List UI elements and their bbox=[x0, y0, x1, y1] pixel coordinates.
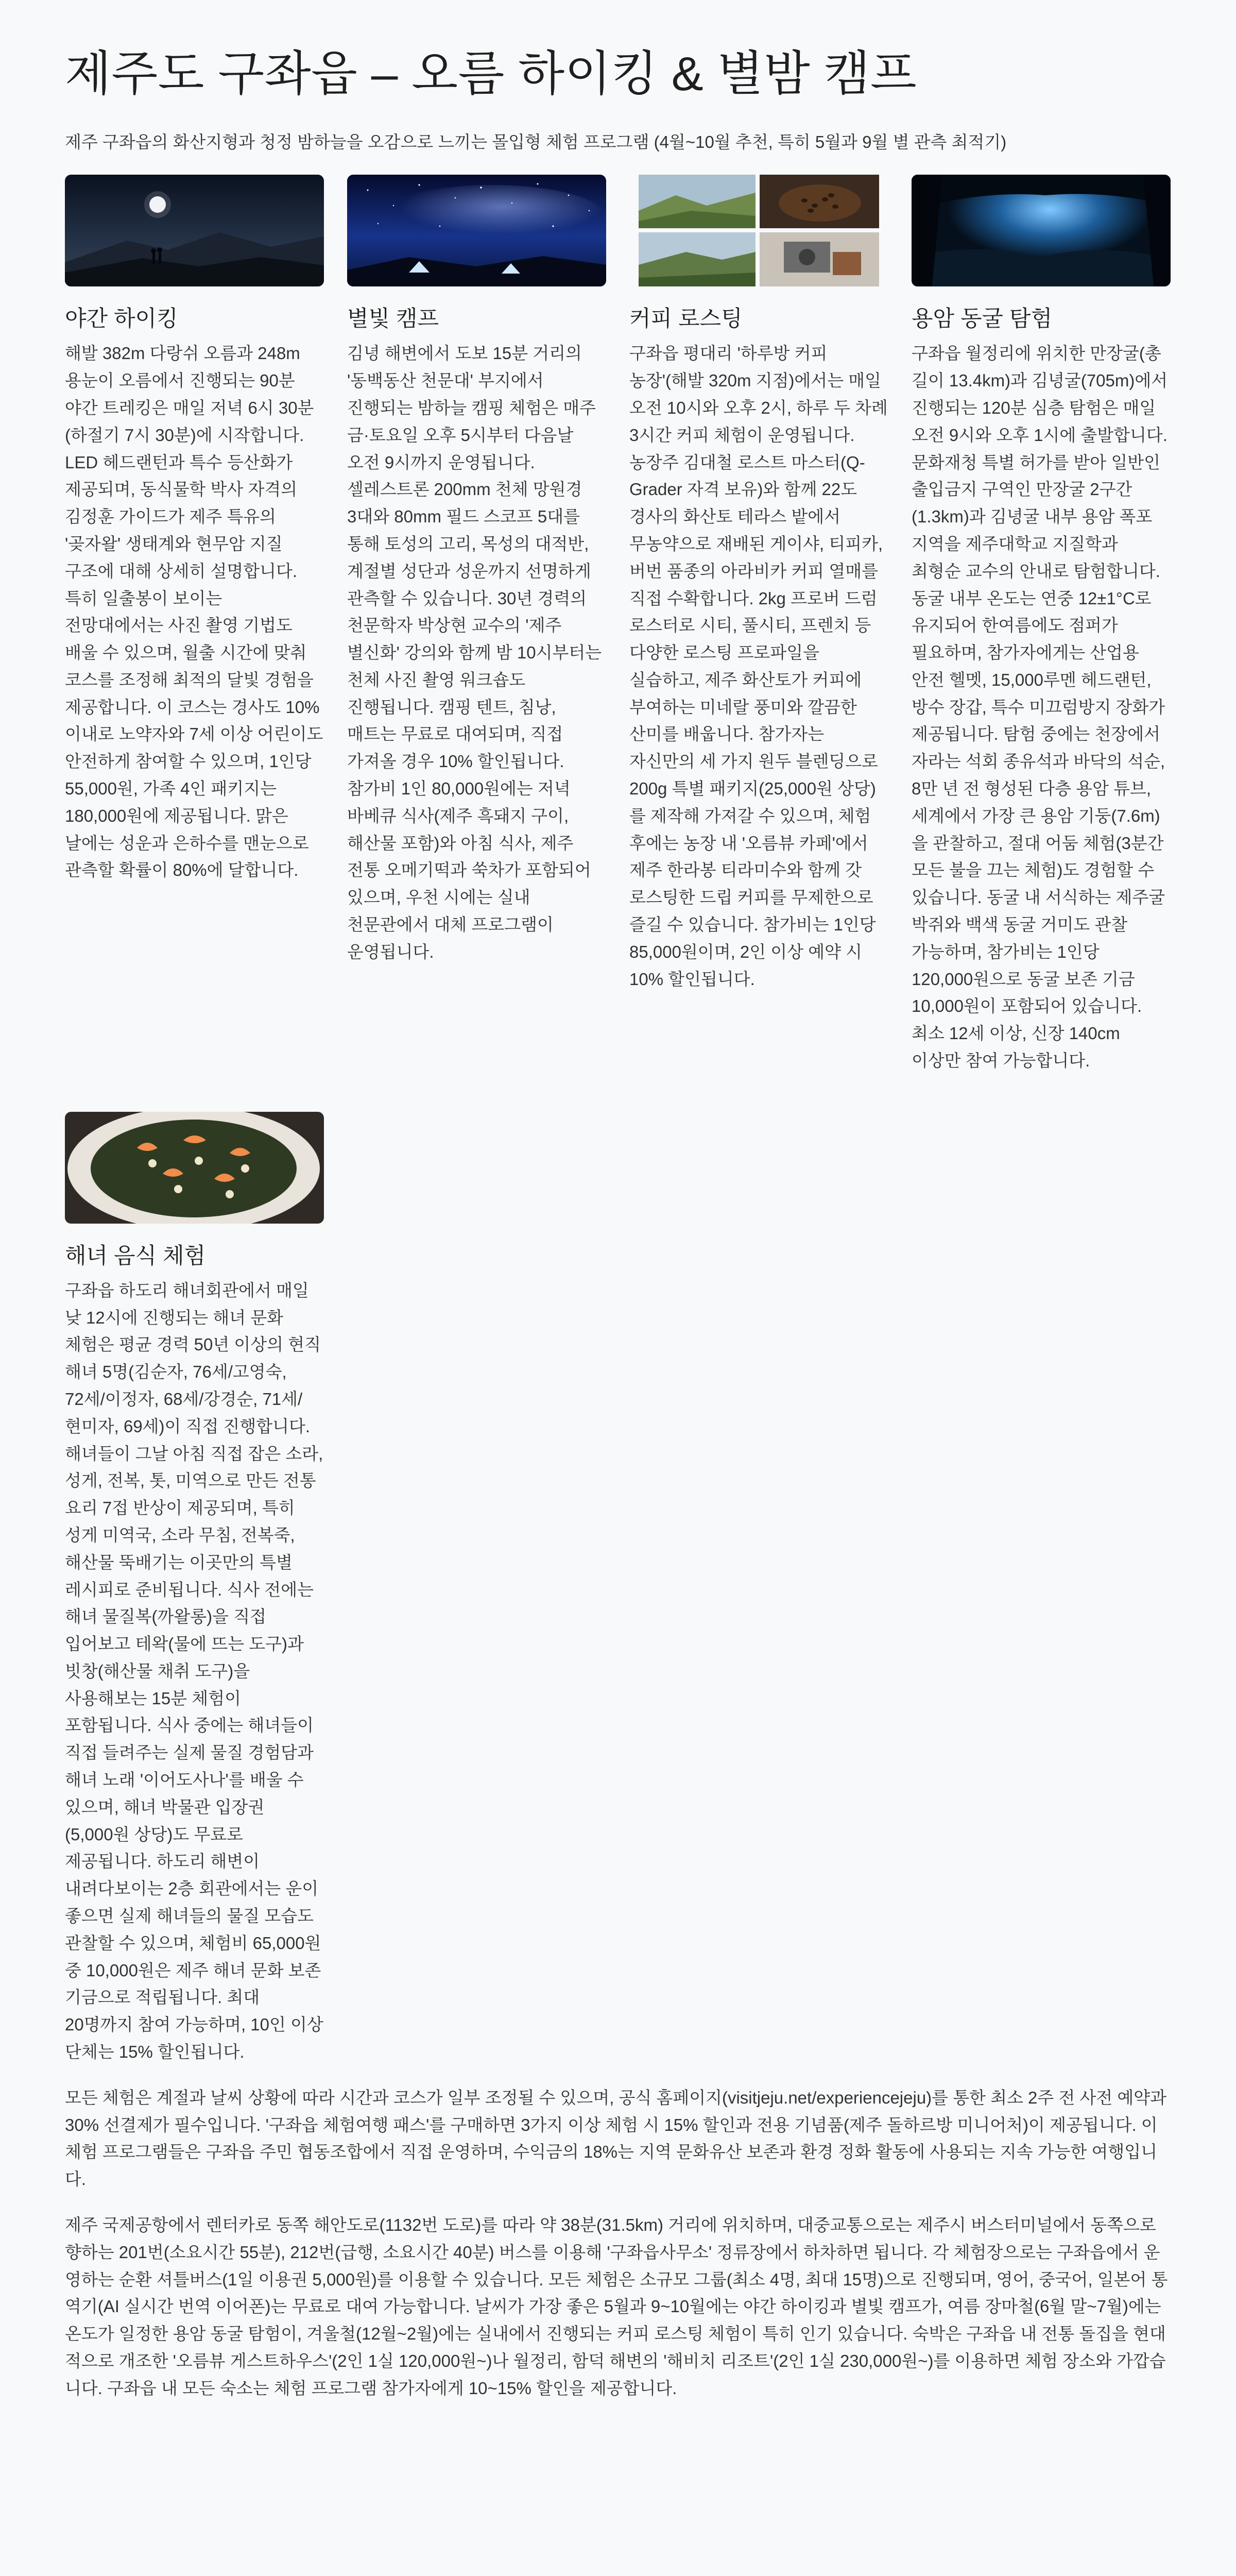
card-body: 구좌읍 평대리 '하루방 커피 농장'(해발 320m 지점)에서는 매일 오전 10시와 오후 2시, 하루 두 차례 3시간 커피 체험이 운영됩니다. 농장주 김대철 로스트 마스터(Q-Grader 자격 보유)와 함께 22도 경사의 화산토 테라스 밭에서 무농약으로 재배된 게이샤, 티피카, 버번 품종의 아라비카 커피 열매를 직접 수확합니다. 2kg 프로버 드럼 로스터로 시티, 풀시티, 프렌치 등 다양한 로스팅 프로파일을 실습하고, 제주 화산토가 커피에 부여하는 미네랄 풍미와 깔끔한 산미를 배웁니다. 참가자는 자신만의 세 가지 원두 블렌딩으로 200g 특별 패키지(25,000원 상당)를 제작해 가져갈 수 있으며, 체험 후에는 농장 내 '오름뷰 카페'에서 제주 한라봉 티라미수와 함께 갓 로스팅한 드립 커피를 무제한으로 즐길 수 있습니다. 참가비는 1인당 85,000원이며, 2인 이상 예약 시 10% 할인됩니다. bbox=[629, 344, 888, 989]
experience-grid bbox=[65, 175, 1171, 2065]
card-body: 해발 382m 다랑쉬 오름과 248m 용눈이 오름에서 진행되는 90분 야간 트레킹은 매일 저녁 6시 30분(하절기 7시 30분)에 시작합니다. LED 헤드랜턴과 특수 등산화가 제공되며, 동식물학 박사 자격의 김정훈 가이드가 제주 특유의 '곶자왈' 생태계와 현무암 지질 구조에 대해 상세히 설명합니다. 특히 일출봉이 보이는 전망대에서는 사진 촬영 기법도 배울 수 있으며, 월출 시간에 맞춰 코스를 조정해 최적의 달빛 경험을 제공합니다. 이 코스는 경사도 10% 이내로 노약자와 7세 이상 어린이도 안전하게 참여할 수 있으며, 1인당 55,000원, 가족 4인 패키지는 180,000원에 제공됩니다. 맑은 날에는 성운과 은하수를 맨눈으로 관측할 확률이 80%에 달합니다. bbox=[65, 344, 323, 880]
booking-note: 모든 체험은 계절과 날씨 상황에 따라 시간과 코스가 일부 조정될 수 있으며, 공식 홈페이지(visitjeju.net/experiencejeju)를 통한 최소 2주 전 사전 예약과 30% 선결제가 필수입니다. '구좌읍 체험여행 패스'를 구매하면 3가지 이상 체험 시 15% 할인과 전용 기념품(제주 돌하르방 미니어처)이 제공됩니다. 이 체험 프로그램들은 구좌읍 주민 협동조합에서 직접 운영하며, 수익금의 18%는 지역 문화유산 보존과 환경 정화 활동에 사용되는 지속 가능한 여행입니다. bbox=[65, 2088, 1167, 2189]
footer-notes bbox=[65, 2084, 1171, 2402]
lava-cave-image bbox=[912, 175, 1171, 286]
transport-note: 제주 국제공항에서 렌터카로 동쪽 해안도로(1132번 도로)를 따라 약 38분(31.5km) 거리에 위치하며, 대중교통으로는 제주시 버스터미널에서 동쪽으로 향하는 201번(소요시간 55분), 212번(급행, 소요시간 40분) 버스를 이용해 '구좌읍사무소' 정류장에서 하차하면 됩니다. 각 체험장으로는 구좌읍에서 운영하는 순환 셔틀버스(1일 이용권 5,000원)를 이용할 수 있습니다. 모든 체험은 소규모 그룹(최소 4명, 최대 15명)으로 진행되며, 영어, 중국어, 일본어 통역기(AI 실시간 번역 이어폰)는 무료로 대여 가능합니다. 날씨가 가장 좋은 5월과 9~10월에는 야간 하이킹과 별빛 캠프가, 여름 장마철(6월 말~7월)에는 온도가 일정한 용암 동굴 탐험이, 겨울철(12월~2월)에는 실내에서 진행되는 커피 로스팅 체험이 특히 인기 있습니다. 숙박은 구좌읍 내 전통 돌집을 현대적으로 개조한 '오름뷰 게스트하우스'(2인 1실 120,000원~)나 월정리, 함덕 해변의 '해비치 리조트'(2인 1실 230,000원~)를 이용하면 체험 장소와 가깝습니다. 구좌읍 내 모든 숙소는 체험 프로그램 참가자에게 10~15% 할인을 제공합니다. bbox=[65, 2215, 1168, 2398]
card-title: 커피 로스팅 bbox=[629, 307, 743, 332]
experience-card-coffee-roasting bbox=[629, 175, 888, 1074]
experience-card-night-hiking bbox=[65, 175, 324, 1074]
card-title: 해녀 음식 체험 bbox=[65, 1243, 206, 1268]
card-body: 김녕 해변에서 도보 15분 거리의 '동백동산 천문대' 부지에서 진행되는 밤하늘 캠핑 체험은 매주 금·토요일 오후 5시부터 다음날 오전 9시까지 운영됩니다. 셀레스트론 200mm 천체 망원경 3대와 80mm 필드 스코프 5대를 통해 토성의 고리, 목성의 대적반, 계절별 성단과 성운까지 선명하게 관측할 수 있습니다. 30년 경력의 천문학자 박상현 교수의 '제주 별신화' 강의와 함께 밤 10시부터는 천체 사진 촬영 워크숍도 진행됩니다. 캠핑 텐트, 침낭, 매트는 무료로 대여되며, 직접 가져올 경우 10% 할인됩니다. 참가비 1인 80,000원에는 저녁 바베큐 식사(제주 흑돼지 구이, 해산물 포함)와 아침 식사, 제주 전통 오메기떡과 쑥차가 포함되어 있으며, 우천 시에는 실내 천문관에서 대체 프로그램이 운영됩니다. bbox=[347, 344, 602, 961]
card-title: 용암 동굴 탐험 bbox=[912, 307, 1053, 332]
experience-card-star-camp bbox=[347, 175, 606, 1074]
page-title: 제주도 구좌읍 – 오름 하이킹 & 별밤 캠프 bbox=[65, 47, 917, 100]
card-title: 야간 하이킹 bbox=[65, 307, 178, 332]
card-body: 구좌읍 하도리 해녀회관에서 매일 낮 12시에 진행되는 해녀 문화 체험은 평균 경력 50년 이상의 현직 해녀 5명(김순자, 76세/고영숙, 72세/이정자, 68세/강경순, 71세/현미자, 69세)이 직접 진행합니다. 해녀들이 그날 아침 직접 잡은 소라, 성게, 전복, 톳, 미역으로 만든 전통 요리 7접 반상이 제공되며, 특히 성게 미역국, 소라 무침, 전복죽, 해산물 뚝배기는 이곳만의 특별 레시피로 준비됩니다. 식사 전에는 해녀 물질복(까왈롱)을 직접 입어보고 테왁(물에 뜨는 도구)과 빗창(해산물 채취 도구)을 사용해보는 15분 체험이 포함됩니다. 식사 중에는 해녀들이 직접 들려주는 실제 물질 경험담과 해녀 노래 '이어도사나'를 배울 수 있으며, 해녀 박물관 입장권(5,000원 상당)도 무료로 제공됩니다. 하도리 해변이 내려다보이는 2층 회관에서는 운이 좋으면 실제 해녀들의 물질 모습도 관찰할 수 있으며, 체험비 65,000원 중 10,000원은 제주 해녀 문화 보존 기금으로 적립됩니다. 최대 20명까지 참여 가능하며, 10인 이상 단체는 15% 할인됩니다. bbox=[65, 1280, 323, 2062]
coffee-roasting-image bbox=[629, 175, 888, 286]
experience-card-lava-cave bbox=[912, 175, 1171, 1074]
page-subtitle: 제주 구좌읍의 화산지형과 청정 밤하늘을 오감으로 느끼는 몰입형 체험 프로그램 (4월~10월 추천, 특히 5월과 9월 별 관측 최적기) bbox=[65, 132, 1007, 151]
haenyeo-food-image bbox=[65, 1112, 324, 1224]
star-camp-image bbox=[347, 175, 606, 286]
card-title: 별빛 캠프 bbox=[347, 307, 439, 332]
night-hiking-image bbox=[65, 175, 324, 286]
experience-card-haenyeo-food bbox=[65, 1112, 324, 2066]
card-body: 구좌읍 월정리에 위치한 만장굴(총 길이 13.4km)과 김녕굴(705m)에서 진행되는 120분 심층 탐험은 매일 오전 9시와 오후 1시에 출발합니다. 문화재청 특별 허가를 받아 일반인 출입금지 구역인 만장굴 2구간(1.3km)과 김녕굴 내부 용암 폭포 지역을 제주대학교 지질학과 최형순 교수의 안내로 탐험합니다. 동굴 내부 온도는 연중 12±1°C로 유지되어 한여름에도 점퍼가 필요하며, 참가자에게는 산업용 안전 헬멧, 15,000루멘 헤드랜턴, 방수 장갑, 특수 미끄럼방지 장화가 제공됩니다. 탐험 중에는 천장에서 자라는 석회 종유석과 바닥의 석순, 8만 년 전 형성된 다층 용암 튜브, 세계에서 가장 큰 용암 기둥(7.6m)을 관찰하고, 절대 어둠 체험(3분간 모든 불을 끄는 체험)도 경험할 수 있습니다. 동굴 내 서식하는 제주굴 박쥐와 백색 동굴 거미도 관찰 가능하며, 참가비는 1인당 120,000원으로 동굴 보존 기금 10,000원이 포함되어 있습니다. 최소 12세 이상, 신장 140cm 이상만 참여 가능합니다. bbox=[912, 344, 1168, 1071]
